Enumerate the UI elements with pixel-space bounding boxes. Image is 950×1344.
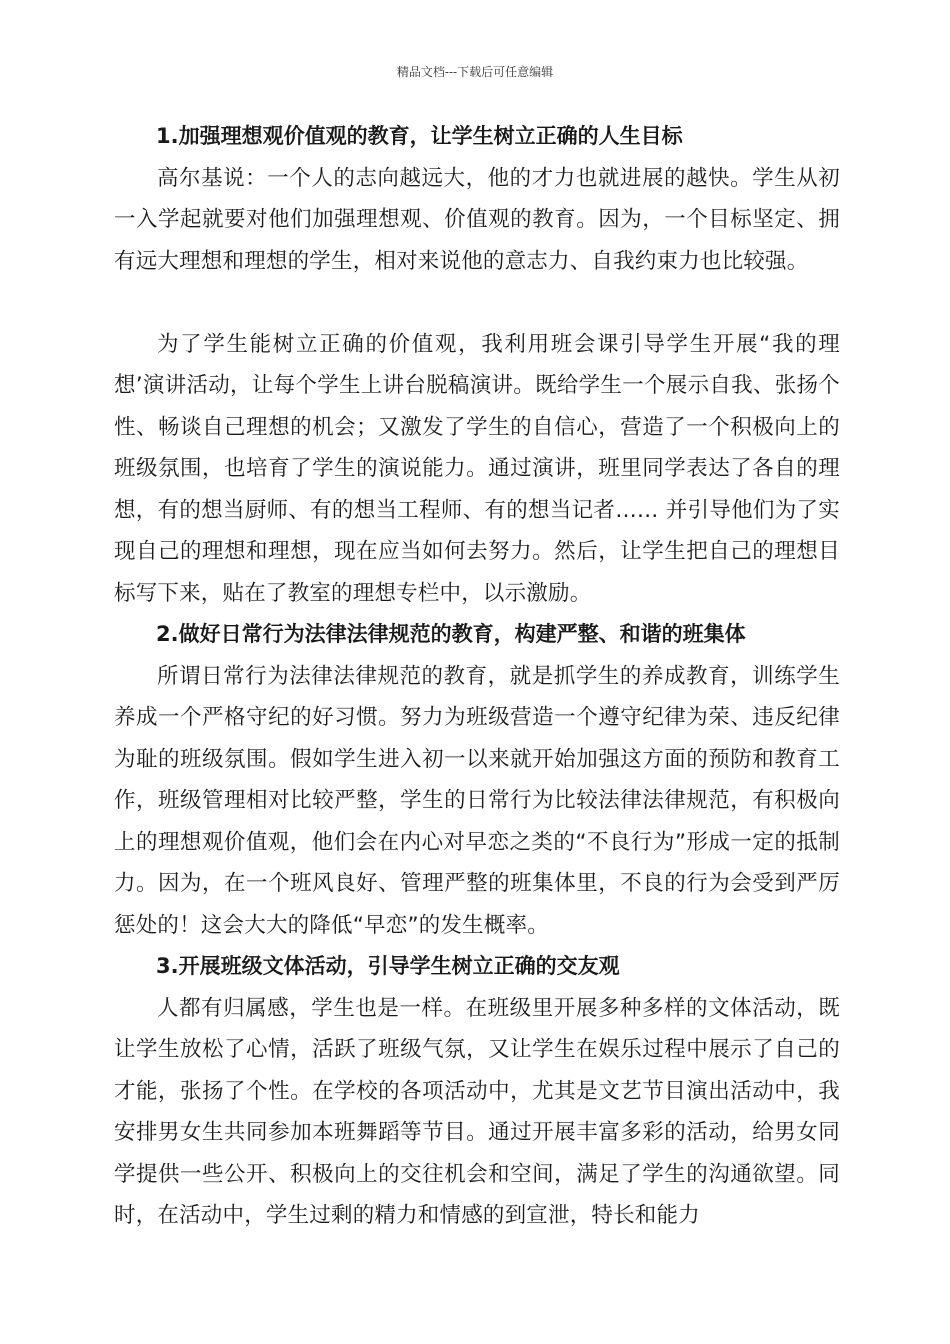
paragraph-gap bbox=[114, 282, 840, 324]
paragraph-3-1: 人都有归属感，学生也是一样。在班级里开展多种多样的文体活动，既让学生放松了心情，活跃了班级气氛，又让学生在娱乐过程中展示了自己的才能，张扬了个性。在学校的各项活动中，尤其是文艺节目演出活动中，我安排男女生共同参加本班舞蹈等节目。通过开展丰富多彩的活动，给男女同学提供一些公开、积极向上的交往机会和空间，满足了学生的沟通欲望。同时，在活动中，学生过剩的精力和情感的到宣泄，特长和能力 bbox=[114, 995, 840, 1228]
paragraph-1-2: 为了学生能树立正确的价值观，我利用班会课引导学生开展“我的理想’演讲活动，让每个学生上讲台脱稿演讲。既给学生一个展示自我、张扬个性、畅谈自己理想的机会；又激发了学生的自信心，营造了一个积极向上的班级氛围，也培育了学生的演说能力。通过演讲，班里同学表达了各自的理想，有的想当厨师、有的想当工程师、有的想当记者…… 并引导他们为了实现自己的理想和理想，现在应当如何去努力。然后，让学生把自己的理想目标写下来，贴在了教室的理想专栏中，以示激励。 bbox=[114, 331, 840, 606]
section-heading-2: 2.做好日常行为法律法律规范的教育，构建严整、和谐的班集体 bbox=[156, 622, 746, 646]
paragraph-1-1: 高尔基说：一个人的志向越远大，他的才力也就进展的越快。学生从初一入学起就要对他们加强理想观、价值观的教育。因为，一个目标坚定、拥有远大理想和理想的学生，相对来说他的意志力、自我约束力也比较强。 bbox=[114, 165, 840, 274]
page-header: 精品文档---下载后可任意编辑 bbox=[396, 65, 554, 79]
section-heading-3: 3.开展班级文体活动，引导学生树立正确的交友观 bbox=[156, 954, 620, 978]
document-body bbox=[114, 116, 840, 1237]
section-heading-1: 1.加强理想观价值观的教育，让学生树立正确的人生目标 bbox=[156, 124, 683, 148]
paragraph-2-1: 所谓日常行为法律法律规范的教育，就是抓学生的养成教育，训练学生养成一个严格守纪的好习惯。努力为班级营造一个遵守纪律为荣、违反纪律为耻的班级氛围。假如学生进入初一以来就开始加强这方面的预防和教育工作，班级管理相对比较严整，学生的日常行为比较法律法律规范，有积极向上的理想观价值观，他们会在内心对早恋之类的“不良行为”形成一定的抵制力。因为，在一个班风良好、管理严整的班集体里，不良的行为会受到严厉惩处的！这会大大的降低“早恋”的发生概率。 bbox=[114, 663, 840, 938]
